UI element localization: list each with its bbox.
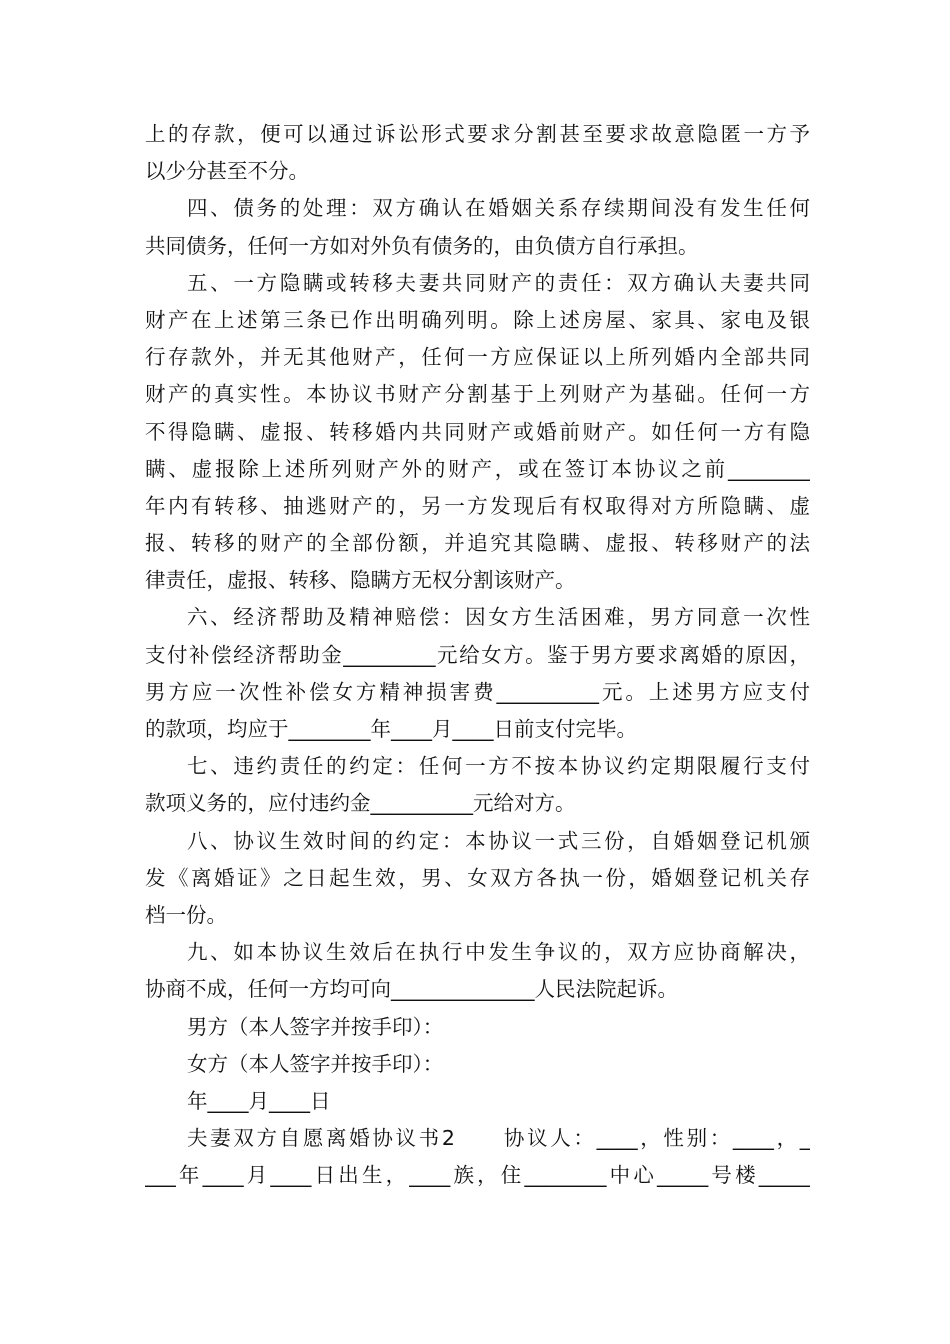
text-line: 律责任，虚报、转移、隐瞒方无权分割该财产。 xyxy=(145,568,576,593)
text-line: 报、转移的财产的全部份额，并追究其隐瞒、虚报、转移财产的法 xyxy=(145,531,810,556)
text-line: 不得隐瞒、虚报、转移婚内共同财产或婚前财产。如任何一方有隐 xyxy=(145,419,810,444)
text-line: 财产在上述第三条已作出明确列明。除上述房屋、家具、家电及银 xyxy=(145,307,810,332)
text-line: 瞒、虚报除上述所列财产外的财产，或在签订本协议之前________ xyxy=(145,456,810,481)
text-line: 八、协议生效时间的约定：本协议一式三份，自婚姻登记机颁 xyxy=(187,828,810,853)
text-line: 七、违约责任的约定：任何一方不按本协议约定期限履行支付 xyxy=(187,754,810,779)
text-line: 年内有转移、抽逃财产的，另一方发现后有权取得对方所隐瞒、虚 xyxy=(145,493,810,518)
text-line: 九、如本协议生效后在执行中发生争议的，双方应协商解决， xyxy=(187,940,810,965)
text-line: 男方（本人签字并按手印）： xyxy=(187,1014,444,1039)
text-line: 档一份。 xyxy=(145,902,227,927)
text-line: ___年____月____日出生，____族，住________中心_____号楼_____ xyxy=(145,1163,810,1188)
text-line: 女方（本人签字并按手印）： xyxy=(187,1051,444,1076)
text-line: 五、一方隐瞒或转移夫妻共同财产的责任：双方确认夫妻共同 xyxy=(187,270,810,295)
text-line: 夫妻双方自愿离婚协议书2 协议人：____，性别：____，_ xyxy=(187,1126,810,1151)
text-line: 财产的真实性。本协议书财产分割基于上列财产为基础。任何一方 xyxy=(145,382,810,407)
document-body xyxy=(145,116,810,1194)
text-line: 支付补偿经济帮助金_________元给女方。鉴于男方要求离婚的原因， xyxy=(145,642,810,667)
text-line: 行存款外，并无其他财产，任何一方应保证以上所列婚内全部共同 xyxy=(145,345,810,370)
text-line: 共同债务，任何一方如对外负有债务的，由负债方自行承担。 xyxy=(145,233,699,258)
text-line: 的款项，均应于________年____月____日前支付完毕。 xyxy=(145,717,637,741)
text-line: 六、经济帮助及精神赔偿：因女方生活困难，男方同意一次性 xyxy=(187,605,810,630)
text-line: 发《离婚证》之日起生效，男、女双方各执一份，婚姻登记机关存 xyxy=(145,865,810,890)
text-line: 上的存款，便可以通过诉讼形式要求分割甚至要求故意隐匿一方予 xyxy=(145,122,810,146)
text-line: 以少分甚至不分。 xyxy=(145,159,309,184)
document-page xyxy=(145,116,810,1194)
text-line: 四、债务的处理：双方确认在婚姻关系存续期间没有发生任何 xyxy=(187,196,810,221)
text-line: 款项义务的，应付违约金__________元给对方。 xyxy=(145,791,576,816)
text-line: 协商不成，任何一方均可向______________人民法院起诉。 xyxy=(145,977,678,1002)
text-line: 年____月____日 xyxy=(187,1088,331,1113)
text-line: 男方应一次性补偿女方精神损害费__________元。上述男方应支付 xyxy=(145,679,810,704)
